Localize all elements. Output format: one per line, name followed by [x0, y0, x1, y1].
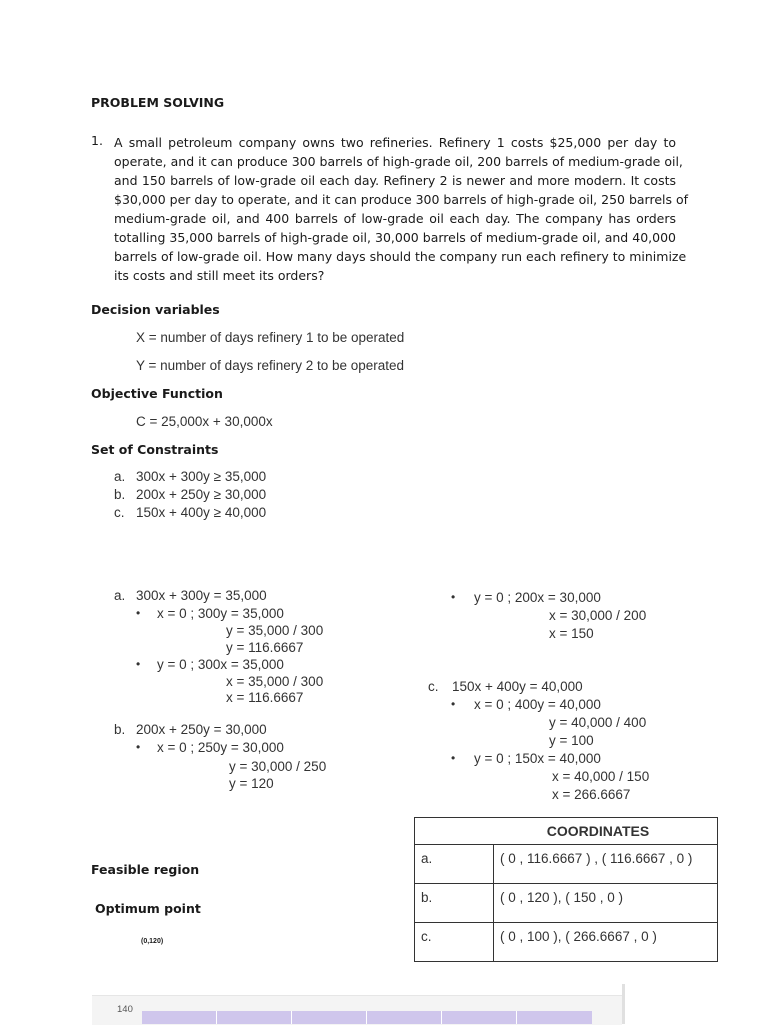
table-header-row	[415, 818, 718, 845]
constraint-text: 200x + 250y ≥ 30,000	[136, 487, 267, 502]
constraints-heading: Set of Constraints	[91, 442, 219, 457]
decision-variable-x: X = number of days refinery 1 to be operated	[136, 330, 405, 345]
problem-line: A small petroleum company owns two refineries. Refinery 1 costs $25,000 per day to	[114, 135, 676, 150]
bullet-icon: •	[451, 590, 456, 604]
solution-a-bullet-2-result: x = 116.6667	[226, 690, 304, 705]
solution-c-equation: 150x + 400y = 40,000	[452, 679, 583, 694]
problem-line: and 150 barrels of low-grade oil each day. Refinery 2 is newer and more modern. It costs	[114, 173, 676, 188]
bullet-icon: •	[136, 740, 141, 754]
chart-gridline	[441, 1011, 442, 1024]
bullet-icon: •	[451, 697, 456, 711]
solution-a-bullet-1: x = 0 ; 300y = 35,000	[157, 606, 284, 621]
objective-formula: C = 25,000x + 30,000x	[136, 414, 273, 429]
chart-gridline	[291, 1011, 292, 1024]
problem-line: $30,000 per day to operate, and it can produce 300 barrels of high-grade oil, 250 barrels of	[114, 192, 689, 207]
problem-line: totalling 35,000 barrels of high-grade oil, 30,000 barrels of medium-grade oil, and 40,000	[114, 230, 676, 245]
section-title: PROBLEM SOLVING	[91, 95, 225, 110]
row-label: a.	[415, 845, 494, 884]
solution-b-bullet-2: y = 0 ; 200x = 30,000	[474, 590, 601, 605]
solution-a-bullet-2-step: x = 35,000 / 300	[226, 674, 324, 689]
chart-gridline	[516, 1011, 517, 1024]
constraint-label: c.	[114, 505, 125, 520]
solution-c-bullet-1: x = 0 ; 400y = 40,000	[474, 697, 601, 712]
constraint-label: a.	[114, 469, 126, 484]
decision-variable-y: Y = number of days refinery 2 to be operated	[136, 358, 405, 373]
row-label: b.	[415, 884, 494, 923]
solution-b-bullet-1-result: y = 120	[229, 776, 274, 791]
row-label: c.	[415, 923, 494, 962]
problem-line: operate, and it can produce 300 barrels of high-grade oil, 200 barrels of medium-grade oil,	[114, 154, 683, 169]
feasible-region-heading: Feasible region	[91, 862, 200, 877]
scroll-edge	[622, 984, 625, 1024]
solution-a-equation: 300x + 300y = 35,000	[136, 588, 267, 603]
chart-gridline	[366, 1011, 367, 1024]
solution-c-bullet-1-step: y = 40,000 / 400	[549, 715, 647, 730]
chart-y-tick: 140	[117, 1004, 133, 1015]
bullet-icon: •	[136, 657, 141, 671]
row-value: ( 0 , 116.6667 ) , ( 116.6667 , 0 )	[494, 845, 718, 884]
problem-statement	[114, 133, 689, 285]
solution-a-label: a.	[114, 588, 126, 603]
objective-heading: Objective Function	[91, 386, 223, 401]
solution-b-bullet-1: x = 0 ; 250y = 30,000	[157, 740, 284, 755]
point-label: (0,120)	[141, 938, 164, 945]
solution-a-bullet-2: y = 0 ; 300x = 35,000	[157, 657, 284, 672]
solution-b-bullet-2-step: x = 30,000 / 200	[549, 608, 647, 623]
problem-line: medium-grade oil, and 400 barrels of low-grade oil each day. The company has orders	[114, 211, 676, 226]
coordinates-header: COORDINATES	[415, 818, 718, 845]
solution-c-bullet-2-result: x = 266.6667	[552, 787, 631, 802]
problem-line: its costs and still meet its orders?	[114, 268, 325, 283]
solution-b-bullet-2-result: x = 150	[549, 626, 594, 641]
solution-c-bullet-2-step: x = 40,000 / 150	[552, 769, 650, 784]
solution-b-equation: 200x + 250y = 30,000	[136, 722, 267, 737]
problem-line: barrels of low-grade oil. How many days should the company run each refinery to minimize	[114, 249, 687, 264]
problem-number: 1.	[91, 133, 103, 148]
coordinates-table	[414, 817, 718, 962]
row-value: ( 0 , 120 ), ( 150 , 0 )	[494, 884, 718, 923]
optimum-point-heading: Optimum point	[95, 901, 201, 916]
solution-b-label: b.	[114, 722, 126, 737]
constraint-label: b.	[114, 487, 126, 502]
bullet-icon: •	[136, 606, 141, 620]
constraint-text: 300x + 300y ≥ 35,000	[136, 469, 267, 484]
solution-a-bullet-1-step: y = 35,000 / 300	[226, 623, 324, 638]
table-row	[415, 884, 718, 923]
chart-plot-area	[142, 1011, 592, 1024]
solution-c-bullet-2: y = 0 ; 150x = 40,000	[474, 751, 601, 766]
chart-gridline	[216, 1011, 217, 1024]
row-value: ( 0 , 100 ), ( 266.6667 , 0 )	[494, 923, 718, 962]
solution-c-bullet-1-result: y = 100	[549, 733, 594, 748]
solution-b-bullet-1-step: y = 30,000 / 250	[229, 759, 327, 774]
constraint-text: 150x + 400y ≥ 40,000	[136, 505, 267, 520]
solution-c-label: c.	[428, 679, 439, 694]
solution-a-bullet-1-result: y = 116.6667	[226, 640, 304, 655]
table-row	[415, 845, 718, 884]
decision-variables-heading: Decision variables	[91, 302, 220, 317]
table-row	[415, 923, 718, 962]
bullet-icon: •	[451, 751, 456, 765]
